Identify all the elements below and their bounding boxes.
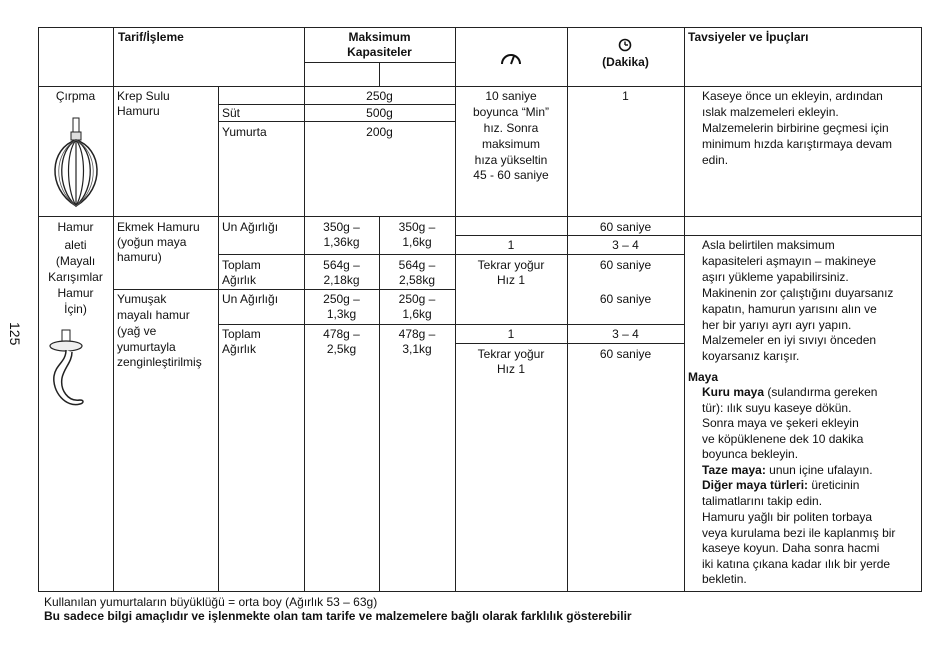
row1-time: 1	[622, 89, 629, 103]
row1-recipe-line1: Krep Sulu	[117, 89, 170, 103]
row1-amount: 200g	[366, 125, 393, 139]
yeast-title: Maya	[688, 370, 719, 384]
speed-dial-icon	[500, 52, 522, 66]
other-yeast-heading: Diğer maya türleri: üreticinin	[702, 478, 860, 492]
header-time-unit: (Dakika)	[602, 55, 649, 69]
sweet-flour-label: Un Ağırlığı	[222, 292, 279, 306]
header-tips: Tavsiyeler ve İpuçları	[688, 30, 809, 44]
row1-amount: 500g	[366, 106, 393, 120]
header-capacity-line2: Kapasiteler	[347, 45, 412, 59]
header-capacity-line1: Maksimum	[348, 30, 411, 44]
bread-flour-label: Un Ağırlığı	[222, 220, 279, 234]
footer-note: Kullanılan yumurtaların büyüklüğü = orta boy (Ağırlık 53 – 63g)	[44, 595, 378, 609]
clock-icon	[618, 38, 632, 52]
row1-tool: Çırpma	[55, 89, 96, 103]
dry-yeast-heading: Kuru maya (sulandırma gereken	[702, 385, 878, 399]
row1-ingredient: Süt	[222, 106, 241, 120]
row1-recipe-line2: Hamuru	[117, 104, 160, 118]
dough-hook-icon	[44, 330, 94, 410]
footer-disclaimer: Bu sadece bilgi amaçlıdır ve işlenmekte olan tam tarife ve malzemelere bağlı olarak farklılık gösterebilir	[44, 609, 632, 623]
header-recipe: Tarif/İşleme	[118, 30, 184, 44]
page-number: 125	[7, 322, 23, 346]
row1-amount: 250g	[366, 89, 393, 103]
fresh-yeast-text: Taze maya: unun içine ufalayın.	[702, 463, 873, 477]
whisk-icon	[46, 118, 106, 208]
row1-ingredient: Yumurta	[222, 125, 267, 139]
